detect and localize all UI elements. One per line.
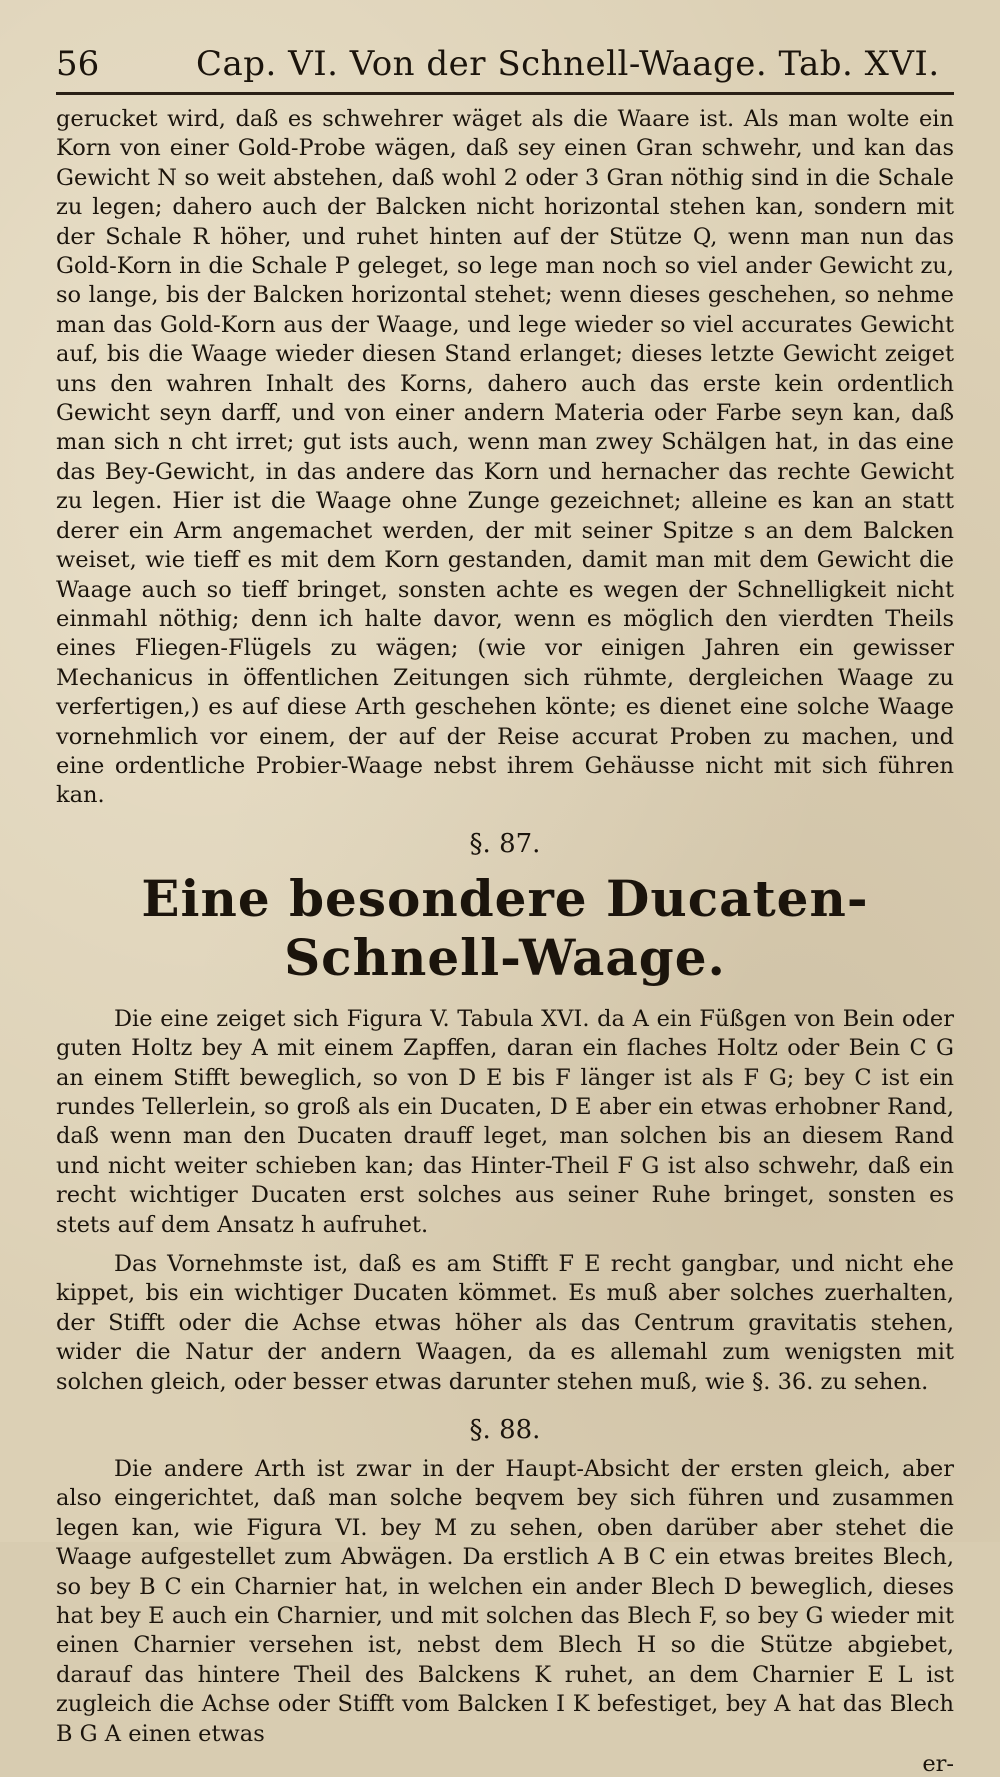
- paragraph-section-88: Die andere Arth ist zwar in der Haupt-Absicht der ersten gleich, aber also eingerichtet, daß man solche beqvem bey sich führen und zusammen legen kan, wie Figura VI. bey M zu sehen, oben darüber aber stehet die Waage aufgestellet zum Abwägen. Da erstlich A B C ein etwas breites Blech, so bey B C ein Charnier hat, in welchen ein ander Blech D beweglich, dieses hat bey E auch ein Charnier, und mit solchen das Blech F, so bey G wieder mit einen Charnier versehen ist, nebst dem Blech H so die Stütze abgiebet, darauf das hintere Theil des Balckens K ruhet, an dem Charnier E L ist zugleich die Achse oder Stifft vom Balcken I K befestiget, bey A hat das Blech B G A einen etwas: [56, 1456, 954, 1747]
- section-87-heading: Eine besondere Ducaten-Schnell-Waage.: [141, 868, 869, 987]
- catchword: er-: [922, 1751, 954, 1777]
- section-87-mark: §. 87.: [469, 828, 541, 859]
- paragraph-ducaten-2: Das Vornehmste ist, daß es am Stifft F E recht gangbar, und nicht ehe kippet, bis ein wichtiger Ducaten kömmet. Es muß aber solches zuerhalten, der Stifft oder die Achse etwas höher als das Centrum gravitatis stehen, wider die Natur der andern Waagen, da es allemahl zum wenigsten mit solchen gleich, oder besser etwas darunter stehen muß, wie §. 36. zu sehen.: [56, 1251, 954, 1395]
- section-88-mark: §. 88.: [469, 1415, 541, 1446]
- page-header: [56, 44, 954, 95]
- running-head: Cap. VI. Von der Schnell-Waage. Tab. XVI.: [196, 44, 940, 84]
- paragraph-gap: [56, 1240, 954, 1250]
- paragraph-ducaten-1: Die eine zeiget sich Figura V. Tabula XVI. da A ein Füßgen von Bein oder guten Holtz bey A mit einem Zapffen, daran ein flaches Holtz oder Bein C G an einem Stifft beweglich, so von D E bis F länger ist als F G; bey C ist ein rundes Tellerlein, so groß als ein Ducaten, D E aber ein etwas erhobner Rand, daß wenn man den Ducaten drauff leget, man solchen bis an diesem Rand und nicht weiter schieben kan; das Hinter-Theil F G ist also schwehr, daß ein recht wichtiger Ducaten erst solches aus seiner Ruhe bringet, sonsten es stets auf dem Ansatz h aufruhet.: [56, 1005, 954, 1238]
- paragraph-continuation: gerucket wird, daß es schwehrer wäget als die Waare ist. Als man wolte ein Korn von einer Gold-Probe wägen, daß sey einen Gran schwehr, und kan das Gewicht N so weit abstehen, daß wohl 2 oder 3 Gran nöthig sind in die Schale zu legen; dahero auch der Balcken nicht horizontal stehen kan, sondern mit der Schale R höher, und ruhet hinten auf der Stütze Q, wenn man nun das Gold-Korn in die Schale P geleget, so lege man noch so viel ander Gewicht zu, so lange, bis der Balcken horizontal stehet; wenn dieses geschehen, so nehme man das Gold-Korn aus der Waage, und lege wieder so viel accurates Gewicht auf, bis die Waage wieder diesen Stand erlanget; dieses letzte Gewicht zeiget uns den wahren Inhalt des Korns, dahero auch das erste kein ordentlich Gewicht seyn darff, und von einer andern Materia oder Farbe seyn kan, daß man sich n cht irret; gut ists auch, wenn man zwey Schälgen hat, in das eine das Bey-Gewicht, in das andere das Korn und hernacher das rechte Gewicht zu legen. Hier ist die Waage ohne Zunge gezeichnet; alleine es kan an statt derer ein Arm angemachet werden, der mit seiner Spitze s an dem Balcken weiset, wie tieff es mit dem Korn gestanden, damit man mit dem Gewicht die Waage auch so tieff bringet, sonsten achte es wegen der Schnelligkeit nicht einmahl nöthig; denn ich halte davor, wenn es möglich den vierdten Theils eines Fliegen-Flügels zu wägen; (wie vor einigen Jahren ein gewisser Mechanicus in öffentlichen Zeitungen sich rühmte, dergleichen Waage zu verfertigen,) es auf diese Arth geschehen könte; es dienet eine solche Waage vornehmlich vor einem, der auf der Reise accurat Proben zu machen, und eine ordentliche Probier-Waage nebst ihrem Gehäusse nicht mit sich führen kan.: [56, 106, 954, 809]
- page-number: 56: [56, 44, 100, 84]
